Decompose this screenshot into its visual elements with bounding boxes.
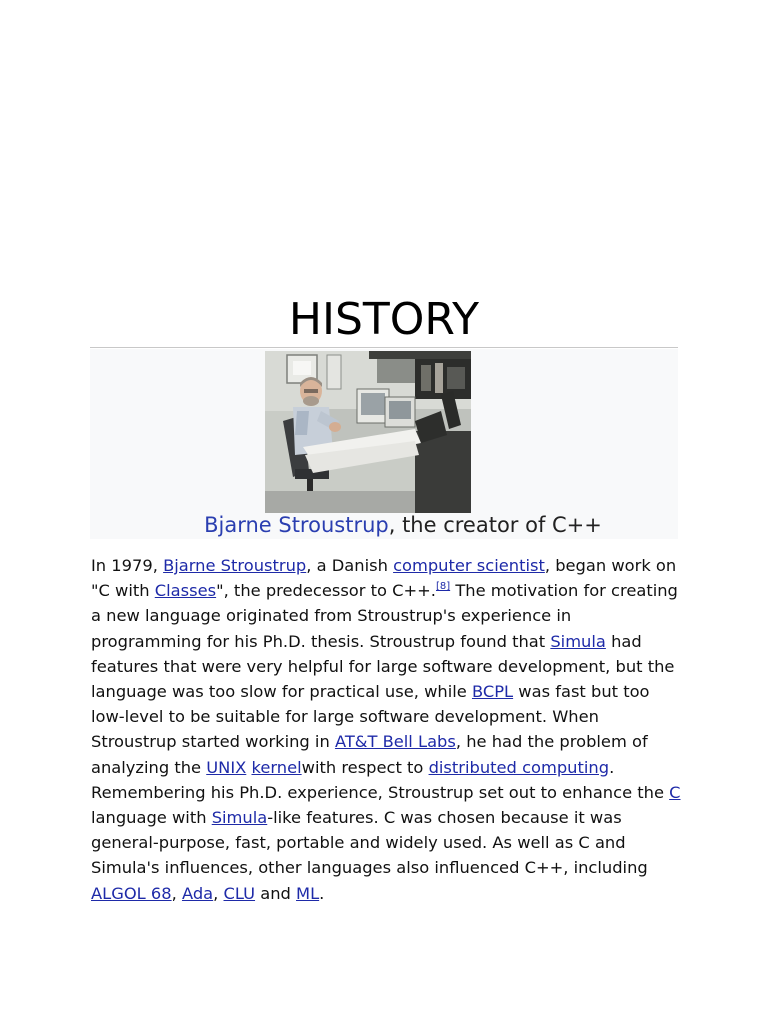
citation — [436, 581, 450, 592]
page-title: HISTORY — [288, 294, 480, 345]
link-ada[interactable]: Ada — [181, 883, 214, 903]
text-segment: , a Danish — [306, 556, 394, 575]
link-classes[interactable]: Classes — [154, 581, 217, 601]
caption-text: , the creator of C++ — [388, 513, 602, 537]
text-segment: , he had the problem of analyzing the — [91, 732, 648, 777]
link-computer-scientist[interactable]: computer scientist — [393, 556, 545, 575]
text-segment: . — [319, 883, 325, 903]
title-divider — [90, 347, 678, 348]
link-simula[interactable]: Simula — [550, 631, 606, 651]
link-c[interactable]: C — [669, 782, 681, 802]
text-segment: with respect to — [301, 757, 429, 777]
text-segment: was fast but too low-level to be suitable for large software development. When Stroustrup started working in — [91, 682, 650, 752]
text-segment: language with — [91, 808, 212, 828]
link-simula-2[interactable]: Simula — [211, 808, 268, 828]
text-segment: , began work on "C with — [91, 556, 677, 601]
text-segment: , — [171, 883, 182, 903]
link-bcpl[interactable]: BCPL — [471, 682, 514, 702]
text-segment: The motivation for creating a new language originated from Stroustrup's experience in programming for his Ph.D. thesis. Stroustrup found that — [91, 581, 678, 651]
figure-caption — [90, 510, 716, 540]
link-clu[interactable]: CLU — [223, 883, 256, 903]
text-segment: . Remembering his Ph.D. experience, Stroustrup set out to enhance the — [91, 757, 670, 802]
text-segment: had features that were very helpful for large software development, but the language was too slow for practical use, while — [91, 631, 675, 702]
link-distributed-computing[interactable]: distributed computing — [428, 757, 610, 777]
link-citation-8[interactable]: [8] — [435, 581, 451, 593]
history-paragraph — [91, 553, 681, 906]
link-unix[interactable]: UNIX — [206, 757, 247, 777]
link-ml[interactable]: ML — [296, 883, 320, 903]
link-algol-68[interactable]: ALGOL 68 — [91, 883, 172, 903]
link-bjarne-stroustrup[interactable]: Bjarne Stroustrup — [163, 556, 307, 575]
text-segment: -like features. C was chosen because it was general-purpose, fast, portable and widely used. As well as C and Simula's influences, other languages also influenced C++, including — [91, 808, 648, 878]
text-segment: In 1979, — [91, 556, 164, 575]
photo-drawing — [265, 351, 471, 513]
stroustrup-photo — [265, 351, 471, 513]
text-segment: ", the predecessor to C++. — [216, 581, 436, 601]
link-kernel[interactable]: kernel — [251, 757, 302, 777]
link-att-bell-labs[interactable]: AT&T Bell Labs — [334, 732, 456, 752]
text-segment: , — [213, 883, 224, 903]
text-segment: and — [255, 883, 297, 903]
caption-link-bjarne-stroustrup[interactable]: Bjarne Stroustrup — [204, 513, 389, 537]
